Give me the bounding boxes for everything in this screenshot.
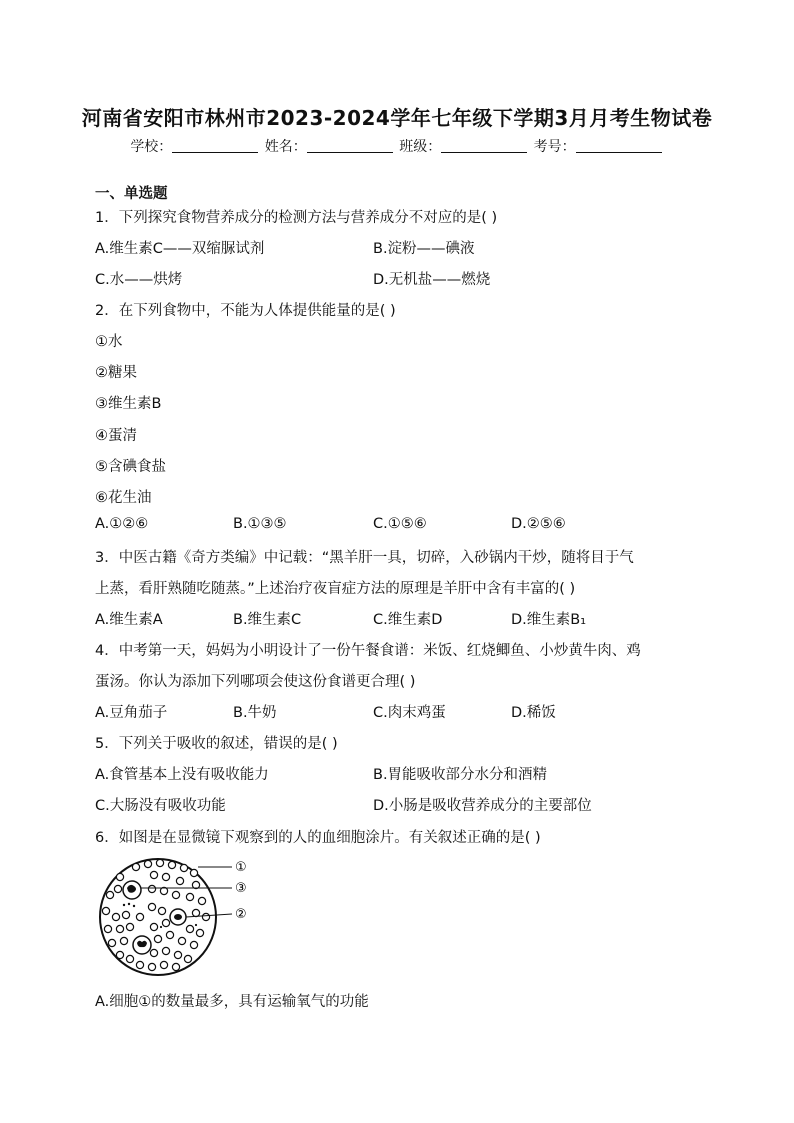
red-blood-cell [148, 903, 155, 910]
name-label: 姓名： [264, 139, 307, 155]
q2-item: ⑤含碘食盐 [95, 459, 166, 475]
q2-item: ④蛋清 [95, 428, 137, 444]
red-blood-cell [190, 941, 197, 948]
red-blood-cell [160, 961, 167, 968]
white-blood-cell-bottom [133, 936, 151, 954]
q6-option-a[interactable]: A.细胞①的数量最多，具有运输氧气的功能 [95, 994, 369, 1010]
question-4-stem-line1: 4．中考第一天，妈妈为小明设计了一份午餐食谱：米饭、红烧鲫鱼、小炒黄牛肉、鸡 [95, 643, 641, 659]
red-blood-cell [176, 877, 183, 884]
question-1-options-row1 [95, 237, 715, 257]
question-3-options [95, 608, 715, 628]
class-label: 班级： [399, 139, 442, 155]
q4-option-b[interactable]: B.牛奶 [233, 705, 277, 721]
exam-number-blank[interactable] [576, 138, 662, 153]
question-1-stem: 1．下列探究食物营养成分的检测方法与营养成分不对应的是( ) [95, 210, 498, 226]
red-blood-cell [158, 907, 165, 914]
red-blood-cell [186, 893, 193, 900]
red-blood-cell [148, 963, 155, 970]
red-blood-cell [148, 885, 155, 892]
red-blood-cell [156, 859, 163, 866]
red-blood-cell [168, 861, 175, 868]
school-blank[interactable] [172, 138, 258, 153]
red-blood-cell [104, 925, 111, 932]
q2-item: ①水 [95, 334, 123, 350]
question-3-stem-line2: 上蒸，看肝熟随吃随蒸。”上述治疗夜盲症方法的原理是羊肝中含有丰富的( ) [95, 581, 576, 597]
red-blood-cell [126, 923, 133, 930]
q3-option-b[interactable]: B.维生素C [233, 612, 302, 628]
red-blood-cell [114, 885, 121, 892]
q2-item: ②糖果 [95, 365, 137, 381]
name-blank[interactable] [307, 138, 393, 153]
red-blood-cell [112, 913, 119, 920]
red-blood-cell [162, 873, 169, 880]
q3-option-c[interactable]: C.维生素D [373, 612, 443, 628]
red-blood-cell [172, 963, 179, 970]
q1-option-a[interactable]: A.维生素C——双缩脲试剂 [95, 241, 265, 257]
red-blood-cell [162, 947, 169, 954]
question-5-options-row1 [95, 763, 715, 783]
red-blood-cell [192, 909, 199, 916]
question-1-options-row2 [95, 268, 715, 288]
q1-option-c[interactable]: C.水——烘烤 [95, 272, 183, 288]
red-blood-cell [150, 949, 157, 956]
red-blood-cell [144, 860, 151, 867]
question-5-options-row2 [95, 794, 715, 814]
figure-label-2: ② [235, 907, 247, 922]
red-blood-cell [198, 897, 205, 904]
red-blood-cell [166, 931, 173, 938]
red-blood-cell [150, 923, 157, 930]
red-blood-cell [190, 869, 197, 876]
question-6-stem: 6．如图是在显微镜下观察到的人的血细胞涂片。有关叙述正确的是( ) [95, 830, 541, 846]
red-blood-cell [202, 913, 209, 920]
red-blood-cell [116, 951, 123, 958]
q5-option-b[interactable]: B.胃能吸收部分水分和酒精 [373, 767, 548, 783]
red-blood-cell [162, 919, 169, 926]
red-blood-cell [174, 951, 181, 958]
red-blood-cell [116, 925, 123, 932]
question-5-stem: 5．下列关于吸收的叙述，错误的是( ) [95, 736, 338, 752]
exam-number-label: 考号： [533, 139, 576, 155]
red-blood-cell [120, 937, 127, 944]
q2-option-c[interactable]: C.①⑤⑥ [373, 516, 427, 532]
red-blood-cell [132, 863, 139, 870]
blood-smear-figure [96, 855, 266, 980]
white-blood-cell-3 [123, 881, 141, 899]
q2-item: ③维生素B [95, 396, 162, 412]
question-2-stem: 2．在下列食物中，不能为人体提供能量的是( ) [95, 303, 396, 319]
section-heading: 一、单选题 [95, 186, 168, 202]
figure-label-1: ① [235, 860, 247, 875]
class-blank[interactable] [441, 138, 527, 153]
red-blood-cell [136, 913, 143, 920]
q1-option-d[interactable]: D.无机盐——燃烧 [373, 272, 491, 288]
red-blood-cell [150, 871, 157, 878]
q3-option-d[interactable]: D.维生素B₁ [511, 612, 587, 628]
q1-option-b[interactable]: B.淀粉——碘液 [373, 241, 475, 257]
q5-option-c[interactable]: C.大肠没有吸收功能 [95, 798, 226, 814]
q2-option-b[interactable]: B.①③⑤ [233, 516, 287, 532]
red-blood-cell [186, 925, 193, 932]
q5-option-d[interactable]: D.小肠是吸收营养成分的主要部位 [373, 798, 592, 814]
red-blood-cell [136, 961, 143, 968]
q4-option-d[interactable]: D.稀饭 [511, 705, 556, 721]
red-blood-cell [122, 911, 129, 918]
red-blood-cell [180, 864, 187, 871]
red-blood-cell [196, 929, 203, 936]
red-blood-cell [126, 955, 133, 962]
q2-item: ⑥花生油 [95, 490, 152, 506]
red-blood-cell [116, 873, 123, 880]
q4-option-c[interactable]: C.肉末鸡蛋 [373, 705, 446, 721]
red-blood-cell [184, 955, 191, 962]
red-blood-cell [178, 937, 185, 944]
exam-title: 河南省安阳市林州市2023-2024学年七年级下学期3月月考生物试卷 [81, 106, 713, 130]
figure-label-3: ③ [235, 881, 247, 896]
red-blood-cell [154, 935, 161, 942]
red-blood-cell [106, 891, 113, 898]
red-blood-cell [102, 907, 109, 914]
q5-option-a[interactable]: A.食管基本上没有吸收能力 [95, 767, 269, 783]
question-2-options [95, 516, 715, 536]
question-4-options [95, 701, 715, 721]
blood-smear-diagram [96, 855, 266, 980]
q2-option-a[interactable]: A.①②⑥ [95, 516, 149, 532]
red-blood-cell [108, 939, 115, 946]
white-blood-cell-2 [170, 909, 186, 925]
question-3-stem-line1: 3．中医古籍《奇方类编》中记载：“黑羊肝一具，切碎，入砂锅内干炒，随将目于气 [95, 550, 634, 566]
q3-option-a[interactable]: A.维生素A [95, 612, 163, 628]
red-blood-cell [172, 891, 179, 898]
student-info-row [0, 136, 794, 156]
question-4-stem-line2: 蛋汤。你认为添加下列哪项会使这份食谱更合理( ) [95, 674, 416, 690]
q4-option-a[interactable]: A.豆角茄子 [95, 705, 168, 721]
school-label: 学校： [130, 139, 173, 155]
q2-option-d[interactable]: D.②⑤⑥ [511, 516, 566, 532]
